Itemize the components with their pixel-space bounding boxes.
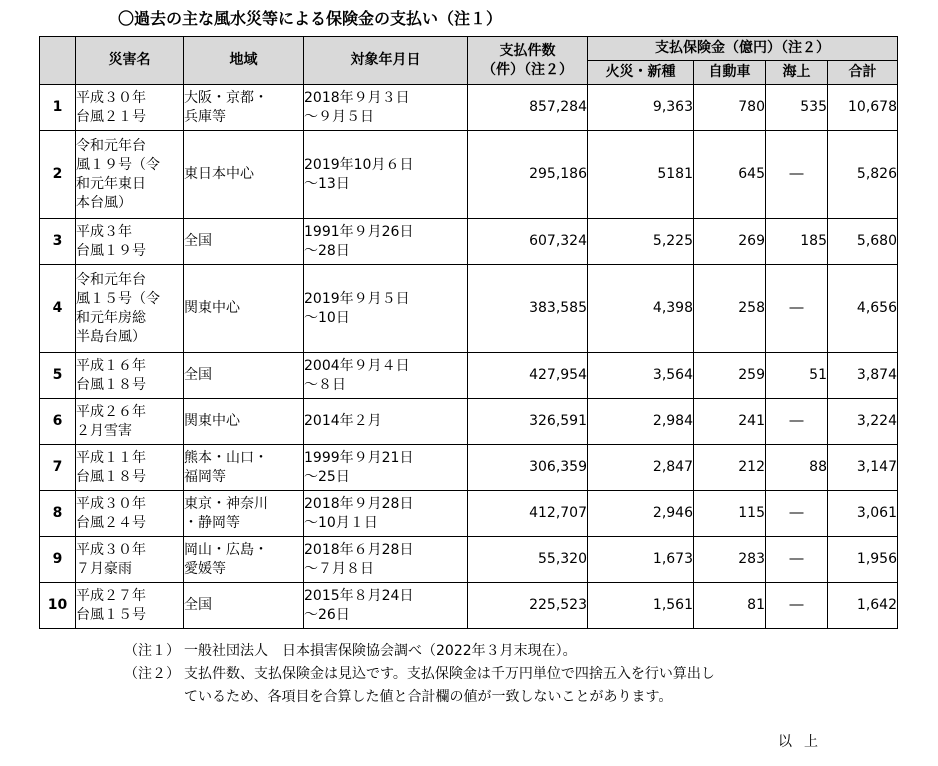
area-cell: 熊本・山口・ 福岡等 (184, 445, 304, 491)
fire-amount-cell: 4,398 (588, 265, 694, 353)
count-cell: 857,284 (468, 85, 588, 131)
area-cell: 全国 (184, 583, 304, 629)
auto-amount-cell: 780 (694, 85, 766, 131)
count-cell: 225,523 (468, 583, 588, 629)
date-cell: 1999年９月21日 ～25日 (304, 445, 468, 491)
area-cell: 全国 (184, 219, 304, 265)
date-cell: 1991年９月26日 ～28日 (304, 219, 468, 265)
marine-amount-cell: ― (766, 399, 828, 445)
footnote-2-label: （注２） (124, 666, 180, 682)
disaster-name-cell: 平成３０年 ７月豪雨 (76, 537, 184, 583)
disaster-name-cell: 平成２６年 ２月雪害 (76, 399, 184, 445)
marine-amount-cell: ― (766, 131, 828, 219)
total-amount-cell: 3,224 (828, 399, 898, 445)
header-date: 対象年月日 (304, 37, 468, 85)
auto-amount-cell: 283 (694, 537, 766, 583)
area-cell: 全国 (184, 353, 304, 399)
disaster-name-cell: 平成２７年 台風１５号 (76, 583, 184, 629)
row-number: 3 (40, 219, 76, 265)
row-number: 7 (40, 445, 76, 491)
header-count-line2: （件）（注２） (482, 61, 573, 78)
auto-amount-cell: 645 (694, 131, 766, 219)
marine-amount-cell: 51 (766, 353, 828, 399)
row-number: 4 (40, 265, 76, 353)
footnote-2 (124, 663, 715, 686)
header-area: 地域 (184, 37, 304, 85)
total-amount-cell: 1,956 (828, 537, 898, 583)
footnotes (124, 640, 715, 709)
disaster-name-cell: 平成３年 台風１９号 (76, 219, 184, 265)
date-cell: 2019年10月６日 ～13日 (304, 131, 468, 219)
date-cell: 2014年２月 (304, 399, 468, 445)
header-amount-group: 支払保険金（億円）（注２） (588, 37, 898, 61)
date-cell: 2018年６月28日 ～７月８日 (304, 537, 468, 583)
row-number: 6 (40, 399, 76, 445)
area-cell: 大阪・京都・ 兵庫等 (184, 85, 304, 131)
footnote-1-label: （注１） (124, 643, 180, 659)
date-cell: 2018年９月３日 ～９月５日 (304, 85, 468, 131)
header-count-line1: 支払件数 (499, 42, 556, 59)
fire-amount-cell: 2,984 (588, 399, 694, 445)
document-title: 〇過去の主な風水災等による保険金の支払い（注１） (118, 9, 503, 28)
total-amount-cell: 5,680 (828, 219, 898, 265)
fire-amount-cell: 1,561 (588, 583, 694, 629)
table-row (40, 445, 898, 491)
disaster-name-cell: 平成１１年 台風１８号 (76, 445, 184, 491)
marine-amount-cell: ― (766, 537, 828, 583)
disaster-name-cell: 令和元年台 風１５号（令 和元年房総 半島台風） (76, 265, 184, 353)
auto-amount-cell: 259 (694, 353, 766, 399)
count-cell: 55,320 (468, 537, 588, 583)
header-marine: 海上 (766, 61, 828, 85)
disaster-name-cell: 平成１６年 台風１８号 (76, 353, 184, 399)
marine-amount-cell: 535 (766, 85, 828, 131)
row-number: 5 (40, 353, 76, 399)
auto-amount-cell: 241 (694, 399, 766, 445)
fire-amount-cell: 9,363 (588, 85, 694, 131)
disaster-name-cell: 平成３０年 台風２１号 (76, 85, 184, 131)
count-cell: 306,359 (468, 445, 588, 491)
area-cell: 東京・神奈川 ・静岡等 (184, 491, 304, 537)
count-cell: 427,954 (468, 353, 588, 399)
table-row (40, 353, 898, 399)
table-row (40, 219, 898, 265)
total-amount-cell: 3,147 (828, 445, 898, 491)
auto-amount-cell: 212 (694, 445, 766, 491)
total-amount-cell: 10,678 (828, 85, 898, 131)
marine-amount-cell: ― (766, 491, 828, 537)
header-total: 合計 (828, 61, 898, 85)
auto-amount-cell: 269 (694, 219, 766, 265)
footnote-2-text: 支払件数、支払保険金は見込です。支払保険金は千万円単位で四捨五入を行い算出し (184, 666, 715, 682)
auto-amount-cell: 258 (694, 265, 766, 353)
header-no (40, 37, 76, 85)
header-fire: 火災・新種 (588, 61, 694, 85)
row-number: 8 (40, 491, 76, 537)
date-cell: 2015年８月24日 ～26日 (304, 583, 468, 629)
count-cell: 383,585 (468, 265, 588, 353)
row-number: 9 (40, 537, 76, 583)
disaster-name-cell: 令和元年台 風１９号（令 和元年東日 本台風） (76, 131, 184, 219)
table-row (40, 491, 898, 537)
date-cell: 2018年９月28日 ～10月１日 (304, 491, 468, 537)
table-row (40, 537, 898, 583)
area-cell: 岡山・広島・ 愛媛等 (184, 537, 304, 583)
marine-amount-cell: 185 (766, 219, 828, 265)
total-amount-cell: 5,826 (828, 131, 898, 219)
footnote-1 (124, 640, 715, 663)
header-auto: 自動車 (694, 61, 766, 85)
marine-amount-cell: 88 (766, 445, 828, 491)
area-cell: 東日本中心 (184, 131, 304, 219)
total-amount-cell: 3,874 (828, 353, 898, 399)
row-number: 10 (40, 583, 76, 629)
table-row (40, 399, 898, 445)
area-cell: 関東中心 (184, 399, 304, 445)
count-cell: 326,591 (468, 399, 588, 445)
closing-mark: 以上 (778, 734, 830, 750)
row-number: 1 (40, 85, 76, 131)
insurance-payments-table (39, 36, 898, 629)
row-number: 2 (40, 131, 76, 219)
fire-amount-cell: 2,847 (588, 445, 694, 491)
fire-amount-cell: 2,946 (588, 491, 694, 537)
fire-amount-cell: 3,564 (588, 353, 694, 399)
count-cell: 607,324 (468, 219, 588, 265)
total-amount-cell: 1,642 (828, 583, 898, 629)
count-cell: 295,186 (468, 131, 588, 219)
header-count (468, 37, 588, 85)
auto-amount-cell: 81 (694, 583, 766, 629)
fire-amount-cell: 1,673 (588, 537, 694, 583)
auto-amount-cell: 115 (694, 491, 766, 537)
marine-amount-cell: ― (766, 583, 828, 629)
header-disaster-name: 災害名 (76, 37, 184, 85)
total-amount-cell: 4,656 (828, 265, 898, 353)
area-cell: 関東中心 (184, 265, 304, 353)
table-row (40, 85, 898, 131)
fire-amount-cell: 5181 (588, 131, 694, 219)
count-cell: 412,707 (468, 491, 588, 537)
marine-amount-cell: ― (766, 265, 828, 353)
date-cell: 2019年９月５日 ～10日 (304, 265, 468, 353)
table-row (40, 131, 898, 219)
footnote-2-continuation: ているため、各項目を合算した値と合計欄の値が一致しないことがあります。 (184, 689, 673, 705)
date-cell: 2004年９月４日 ～８日 (304, 353, 468, 399)
table-row (40, 265, 898, 353)
footnote-1-text: 一般社団法人 日本損害保険協会調べ（2022年３月末現在）。 (184, 643, 577, 659)
disaster-name-cell: 平成３０年 台風２４号 (76, 491, 184, 537)
fire-amount-cell: 5,225 (588, 219, 694, 265)
total-amount-cell: 3,061 (828, 491, 898, 537)
table-row (40, 583, 898, 629)
